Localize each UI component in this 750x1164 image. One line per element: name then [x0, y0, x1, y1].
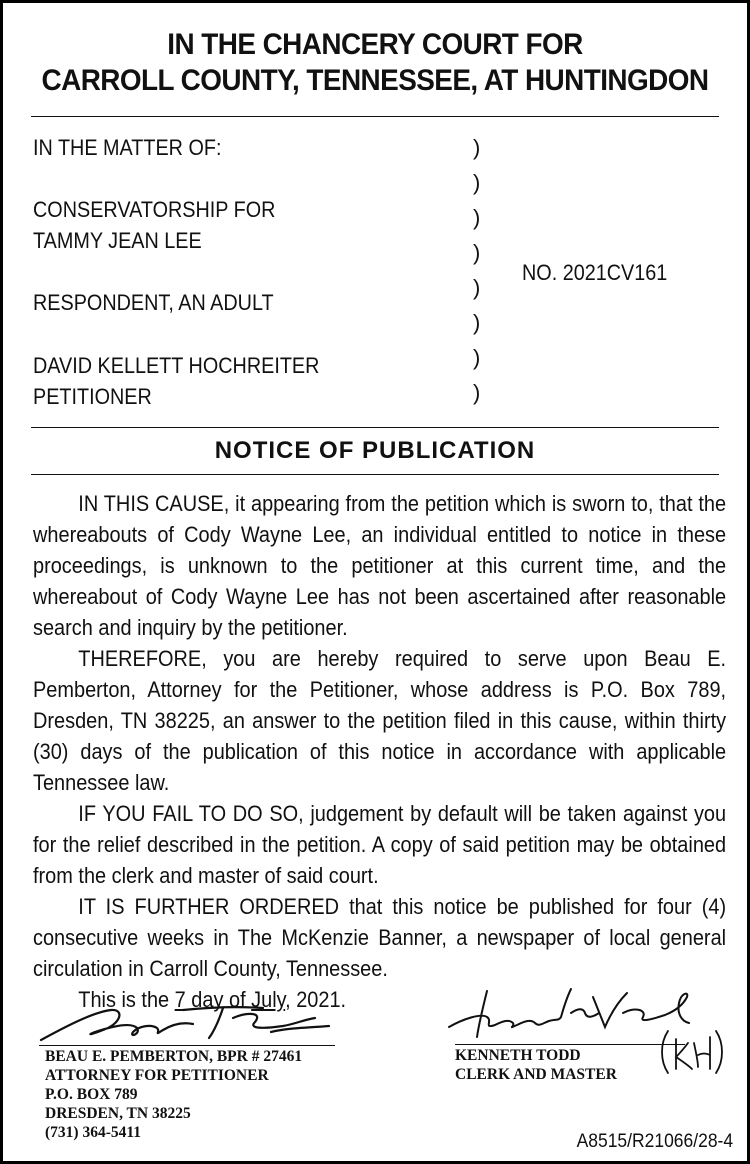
- attorney-address2: DRESDEN, TN 38225: [45, 1105, 191, 1122]
- caption-paren: ): [473, 240, 481, 265]
- ad-code: A8515/R21066/28-4: [576, 1131, 733, 1152]
- caption-petitioner-name: DAVID KELLETT HOCHREITER: [33, 353, 320, 378]
- clerk-name: KENNETH TODD: [455, 1047, 581, 1064]
- clerk-signature-line: [455, 1044, 685, 1045]
- court-heading-line1: IN THE CHANCERY COURT FOR: [167, 28, 583, 61]
- court-heading-line2: CARROLL COUNTY, TENNESSEE, AT HUNTINGDON: [41, 64, 709, 97]
- caption-matter: IN THE MATTER OF:: [33, 135, 222, 160]
- clerk-title: CLERK AND MASTER: [455, 1066, 617, 1083]
- divider-caption-bottom: [31, 427, 719, 428]
- clerk-initials-handwritten: [658, 1025, 728, 1077]
- caption-conservatorship-line1: CONSERVATORSHIP FOR: [33, 197, 276, 222]
- clerk-signature: [443, 983, 693, 1045]
- divider-top: [31, 116, 719, 117]
- case-number: NO. 2021CV161: [522, 260, 668, 285]
- dated-middle: day of: [185, 987, 252, 1012]
- dated-day: 7: [174, 987, 186, 1012]
- body-paragraph-4: IT IS FURTHER ORDERED that this notice be published for four (4) consecutive weeks in The McKenzie Banner, a newspaper of local general circulation in Carroll County, Tennessee.: [33, 894, 727, 981]
- caption-paren: ): [473, 205, 481, 230]
- dated-suffix: , 2021.: [285, 987, 347, 1012]
- court-heading: [29, 27, 721, 99]
- caption-paren: ): [473, 135, 481, 160]
- body-paragraph-1: IN THIS CAUSE, it appearing from the petition which is sworn to, that the whereabouts of Cody Wayne Lee, an individual entitled to notice in these proceedings, is unknown to the petitioner at this current time, and the whereabout of Cody Wayne Lee has not been ascertained after reasonable search and inquiry by the petitioner.: [33, 491, 727, 640]
- attorney-block: [45, 1047, 302, 1142]
- caption-paren: ): [473, 170, 481, 195]
- attorney-title: ATTORNEY FOR PETITIONER: [45, 1067, 269, 1084]
- attorney-address1: P.O. BOX 789: [45, 1086, 138, 1103]
- caption-paren: ): [473, 345, 481, 370]
- caption-paren: ): [473, 275, 481, 300]
- attorney-name: BEAU E. PEMBERTON, BPR # 27461: [45, 1048, 303, 1065]
- body-paragraph-2: THEREFORE, you are hereby required to serve upon Beau E. Pemberton, Attorney for the Petitioner, whose address is P.O. Box 789, Dresden, TN 38225, an answer to the petition filed in this cause, within thirty (30) days of the publication of this notice in accordance with applicable Tennessee law.: [33, 646, 727, 795]
- dated-prefix: This is the: [78, 987, 175, 1012]
- caption-conservatorship-line2: TAMMY JEAN LEE: [33, 228, 202, 253]
- caption-paren: ): [473, 310, 481, 335]
- body-paragraph-3: IF YOU FAIL TO DO SO, judgement by default will be taken against you for the relief described in the petition. A copy of said petition may be obtained from the clerk and master of said court.: [33, 801, 727, 888]
- clerk-block: [455, 1046, 617, 1084]
- caption-respondent: RESPONDENT, AN ADULT: [33, 290, 274, 315]
- attorney-signature: [33, 998, 343, 1048]
- notice-title: NOTICE OF PUBLICATION: [214, 437, 536, 464]
- attorney-signature-line: [39, 1045, 335, 1046]
- dated-month: July: [251, 987, 286, 1012]
- notice-body: [33, 488, 726, 1015]
- caption-paren: ): [473, 380, 481, 405]
- attorney-phone: (731) 364-5411: [45, 1124, 142, 1141]
- caption-petitioner-label: PETITIONER: [33, 384, 152, 409]
- divider-title-bottom: [31, 474, 719, 475]
